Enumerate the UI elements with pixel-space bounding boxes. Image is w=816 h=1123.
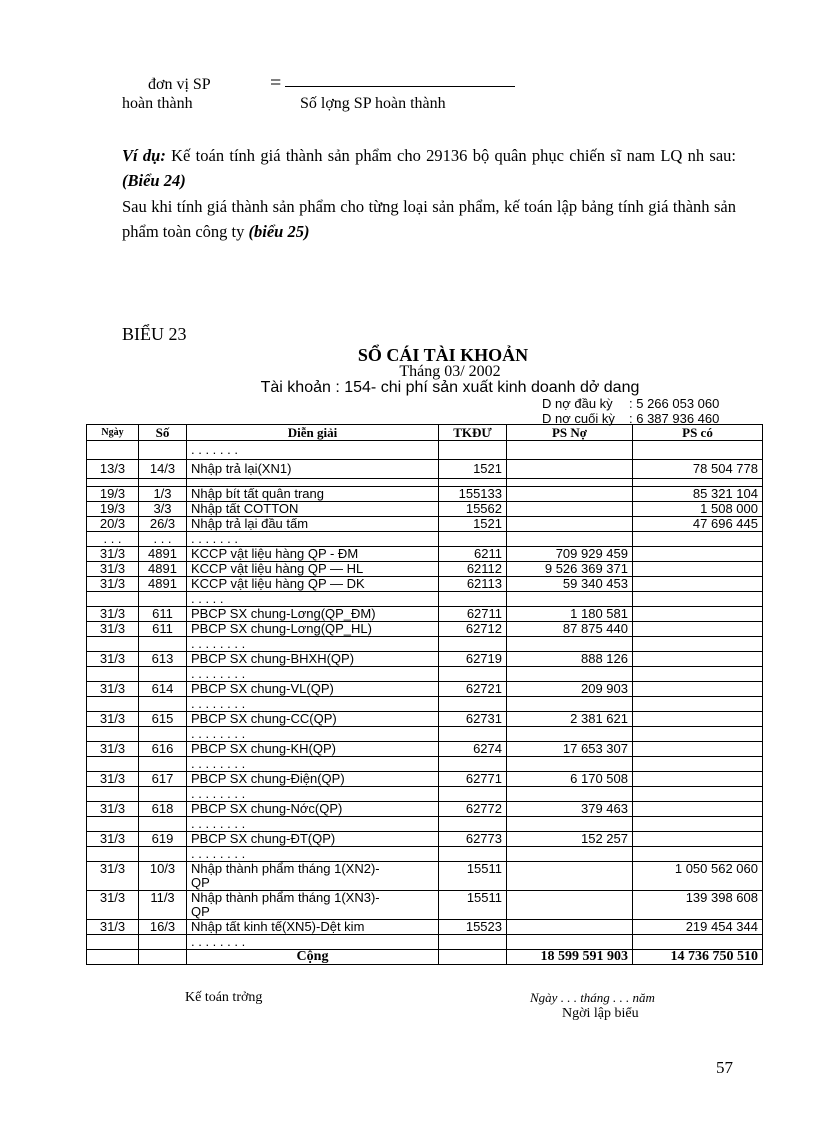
formula-fraction-bar bbox=[285, 86, 515, 87]
cell-date: 31/3 bbox=[87, 802, 139, 817]
cell-credit bbox=[633, 441, 763, 460]
cell-account: 62731 bbox=[439, 712, 507, 727]
opening-balance-label: D nợ đầu kỳ bbox=[542, 396, 613, 411]
cell-debit bbox=[507, 847, 633, 862]
cell-account: 62771 bbox=[439, 772, 507, 787]
cell-number: 4891 bbox=[139, 562, 187, 577]
cell-number: 4891 bbox=[139, 577, 187, 592]
cell-number bbox=[139, 817, 187, 832]
cell-number: 16/3 bbox=[139, 920, 187, 935]
table-row bbox=[87, 727, 763, 742]
page-number: 57 bbox=[716, 1058, 733, 1077]
cell-number bbox=[139, 441, 187, 460]
cell-number bbox=[139, 479, 187, 487]
cell-description: . . . . . . . . bbox=[187, 847, 439, 862]
cell-account: 6211 bbox=[439, 547, 507, 562]
cell-credit bbox=[633, 607, 763, 622]
cell-account bbox=[439, 441, 507, 460]
closing-balance-label: D nợ cuối kỳ bbox=[542, 411, 615, 426]
cell-description: Nhập trả lại(XN1) bbox=[187, 460, 439, 479]
header-account: TKĐƯ bbox=[439, 425, 507, 441]
cell-account bbox=[439, 817, 507, 832]
cell-account bbox=[439, 667, 507, 682]
cell-number bbox=[139, 847, 187, 862]
cell-credit bbox=[633, 787, 763, 802]
table-row bbox=[87, 757, 763, 772]
cell-debit bbox=[507, 817, 633, 832]
summary-text: Sau khi tính giá thành sản phẩm cho từng loại sản phẩm, kế toán lập bảng tính giá thành sản phẩm toàn công ty bbox=[122, 197, 736, 241]
cell-description: PBCP SX chung-Điện(QP) bbox=[187, 772, 439, 787]
header-number: Số bbox=[139, 425, 187, 441]
cell-account: 6274 bbox=[439, 742, 507, 757]
cell-date: 31/3 bbox=[87, 920, 139, 935]
summary-paragraph bbox=[122, 194, 736, 244]
header-description: Diễn giải bbox=[187, 425, 439, 441]
cell-date bbox=[87, 847, 139, 862]
cell-debit bbox=[507, 697, 633, 712]
cell-debit bbox=[507, 517, 633, 532]
table-row bbox=[87, 667, 763, 682]
cell-credit bbox=[633, 532, 763, 547]
example-paragraph bbox=[122, 143, 736, 193]
formula-denominator: Số lợng SP hoàn thành bbox=[300, 95, 446, 112]
cell-description: . . . . . . . . bbox=[187, 637, 439, 652]
cell-date bbox=[87, 667, 139, 682]
cell-number: 611 bbox=[139, 622, 187, 637]
cell-debit: 59 340 453 bbox=[507, 577, 633, 592]
cell-debit bbox=[507, 727, 633, 742]
cell-credit bbox=[633, 697, 763, 712]
cell-debit: 888 126 bbox=[507, 652, 633, 667]
cell-date: . . . bbox=[87, 532, 139, 547]
cell-debit: 709 929 459 bbox=[507, 547, 633, 562]
cell-debit: 1 180 581 bbox=[507, 607, 633, 622]
cell-date: 20/3 bbox=[87, 517, 139, 532]
cell-description: Nhập tất kinh tế(XN5)-Dệt kim bbox=[187, 920, 439, 935]
cell-description: . . . . . . . . bbox=[187, 787, 439, 802]
cell-number: 1/3 bbox=[139, 487, 187, 502]
summary-ref: (biểu 25) bbox=[248, 222, 310, 241]
cell-date: 31/3 bbox=[87, 772, 139, 787]
example-ref: (Biểu 24) bbox=[122, 171, 186, 190]
cell-credit: 47 696 445 bbox=[633, 517, 763, 532]
cell-account: 15523 bbox=[439, 920, 507, 935]
table-row bbox=[87, 712, 763, 727]
closing-balance-value: : 6 387 936 460 bbox=[629, 411, 720, 426]
cell-debit bbox=[507, 787, 633, 802]
cell-description: KCCP vật liệu hàng QP — HL bbox=[187, 562, 439, 577]
cell-date bbox=[87, 727, 139, 742]
cell-description: . . . . . . . . bbox=[187, 667, 439, 682]
cell-number bbox=[139, 637, 187, 652]
ledger-body bbox=[87, 441, 763, 950]
ledger-total-row bbox=[87, 950, 763, 965]
table-row bbox=[87, 862, 763, 891]
cell-number: 26/3 bbox=[139, 517, 187, 532]
cell-debit bbox=[507, 532, 633, 547]
cell-date: 19/3 bbox=[87, 502, 139, 517]
cell-number: . . . bbox=[139, 532, 187, 547]
cell-description: . . . . . . . . bbox=[187, 697, 439, 712]
cell-account: 155133 bbox=[439, 487, 507, 502]
cell-account: 62719 bbox=[439, 652, 507, 667]
cell-account bbox=[439, 532, 507, 547]
cell-description: PBCP SX chung-Lơng(QP_ĐM) bbox=[187, 607, 439, 622]
maker-signature: Ngời lập biểu bbox=[562, 1006, 639, 1021]
cell-debit: 379 463 bbox=[507, 802, 633, 817]
table-row bbox=[87, 652, 763, 667]
cell-debit: 17 653 307 bbox=[507, 742, 633, 757]
cell-description: . . . . . . . . bbox=[187, 727, 439, 742]
cell-account bbox=[439, 787, 507, 802]
cell-date bbox=[87, 479, 139, 487]
cell-account: 15511 bbox=[439, 862, 507, 891]
cell-account bbox=[439, 592, 507, 607]
cell-debit bbox=[507, 935, 633, 950]
cell-account bbox=[439, 935, 507, 950]
cell-description bbox=[187, 479, 439, 487]
cell-debit: 87 875 440 bbox=[507, 622, 633, 637]
opening-balance-value: : 5 266 053 060 bbox=[629, 396, 720, 411]
cell-date bbox=[87, 697, 139, 712]
cell-credit bbox=[633, 817, 763, 832]
cell-credit bbox=[633, 727, 763, 742]
cell-date: 31/3 bbox=[87, 622, 139, 637]
cell-debit bbox=[507, 667, 633, 682]
table-row bbox=[87, 517, 763, 532]
cell-debit: 6 170 508 bbox=[507, 772, 633, 787]
cell-date: 13/3 bbox=[87, 460, 139, 479]
cell-description: PBCP SX chung-VL(QP) bbox=[187, 682, 439, 697]
cell-date bbox=[87, 817, 139, 832]
cell-date bbox=[87, 757, 139, 772]
cell-debit bbox=[507, 891, 633, 920]
table-row bbox=[87, 682, 763, 697]
table-row bbox=[87, 441, 763, 460]
cell-description: PBCP SX chung-BHXH(QP) bbox=[187, 652, 439, 667]
cell-date bbox=[87, 441, 139, 460]
cell-number: 4891 bbox=[139, 547, 187, 562]
table-row bbox=[87, 577, 763, 592]
cell-account: 62113 bbox=[439, 577, 507, 592]
total-credit: 14 736 750 510 bbox=[633, 950, 763, 965]
cell-account: 62712 bbox=[439, 622, 507, 637]
cell-number: 618 bbox=[139, 802, 187, 817]
cell-debit bbox=[507, 441, 633, 460]
ledger-header-row bbox=[87, 425, 763, 441]
total-debit: 18 599 591 903 bbox=[507, 950, 633, 965]
cell-credit: 139 398 608 bbox=[633, 891, 763, 920]
cell-description: Nhập thành phẩm tháng 1(XN3)- QP bbox=[187, 891, 439, 920]
cell-description: PBCP SX chung-Lơng(QP_HL) bbox=[187, 622, 439, 637]
cell-credit: 1 050 562 060 bbox=[633, 862, 763, 891]
cell-account: 62773 bbox=[439, 832, 507, 847]
cell-credit bbox=[633, 935, 763, 950]
table-row bbox=[87, 847, 763, 862]
table-row bbox=[87, 697, 763, 712]
cell-date bbox=[87, 787, 139, 802]
cell-account: 1521 bbox=[439, 460, 507, 479]
cell-description: . . . . . . . bbox=[187, 532, 439, 547]
cell-number: 11/3 bbox=[139, 891, 187, 920]
cell-debit bbox=[507, 757, 633, 772]
cell-number: 614 bbox=[139, 682, 187, 697]
cell-date: 31/3 bbox=[87, 562, 139, 577]
cell-debit bbox=[507, 460, 633, 479]
cell-credit: 219 454 344 bbox=[633, 920, 763, 935]
cell-date: 31/3 bbox=[87, 607, 139, 622]
table-row bbox=[87, 592, 763, 607]
table-row bbox=[87, 460, 763, 479]
cell-number bbox=[139, 935, 187, 950]
cell-number: 619 bbox=[139, 832, 187, 847]
formula-numerator-line1: đơn vị SP bbox=[148, 76, 211, 93]
cell-number bbox=[139, 727, 187, 742]
header-debit: PS Nợ bbox=[507, 425, 633, 441]
table-row bbox=[87, 502, 763, 517]
cell-date: 31/3 bbox=[87, 832, 139, 847]
cell-account bbox=[439, 757, 507, 772]
table-row bbox=[87, 742, 763, 757]
table-row bbox=[87, 920, 763, 935]
cell-number bbox=[139, 787, 187, 802]
cell-description: . . . . . bbox=[187, 592, 439, 607]
cell-account: 62772 bbox=[439, 802, 507, 817]
cell-debit bbox=[507, 487, 633, 502]
table-row bbox=[87, 891, 763, 920]
table-row bbox=[87, 479, 763, 487]
ledger-month: Tháng 03/ 2002 bbox=[399, 363, 501, 380]
table-row bbox=[87, 487, 763, 502]
cell-credit bbox=[633, 547, 763, 562]
ledger-title: SỔ CÁI TÀI KHOẢN bbox=[357, 345, 529, 365]
cell-credit bbox=[633, 802, 763, 817]
cell-credit: 1 508 000 bbox=[633, 502, 763, 517]
cell-number bbox=[139, 697, 187, 712]
cell-debit: 9 526 369 371 bbox=[507, 562, 633, 577]
cell-credit bbox=[633, 577, 763, 592]
cell-description: PBCP SX chung-Nớc(QP) bbox=[187, 802, 439, 817]
cell-number bbox=[139, 757, 187, 772]
cell-credit bbox=[633, 847, 763, 862]
cell-debit: 2 381 621 bbox=[507, 712, 633, 727]
cell-date: 31/3 bbox=[87, 742, 139, 757]
cell-date: 31/3 bbox=[87, 682, 139, 697]
table-row bbox=[87, 832, 763, 847]
cell-account bbox=[439, 727, 507, 742]
cell-account: 62112 bbox=[439, 562, 507, 577]
cell-account bbox=[439, 847, 507, 862]
cell-credit bbox=[633, 562, 763, 577]
example-label: Ví dụ: bbox=[122, 146, 166, 165]
table-row bbox=[87, 532, 763, 547]
cell-number: 14/3 bbox=[139, 460, 187, 479]
cell-number bbox=[139, 592, 187, 607]
cell-date bbox=[87, 637, 139, 652]
ledger-table bbox=[86, 424, 763, 965]
cell-credit bbox=[633, 742, 763, 757]
cell-credit: 78 504 778 bbox=[633, 460, 763, 479]
cell-debit bbox=[507, 592, 633, 607]
cell-credit: 85 321 104 bbox=[633, 487, 763, 502]
cell-account bbox=[439, 637, 507, 652]
total-label: Cộng bbox=[187, 950, 439, 965]
table-row bbox=[87, 787, 763, 802]
table-row bbox=[87, 607, 763, 622]
cell-credit bbox=[633, 622, 763, 637]
table-row bbox=[87, 547, 763, 562]
cell-credit bbox=[633, 479, 763, 487]
table-row bbox=[87, 637, 763, 652]
cell-account: 62711 bbox=[439, 607, 507, 622]
table-row bbox=[87, 935, 763, 950]
cell-description: Nhập thành phẩm tháng 1(XN2)- QP bbox=[187, 862, 439, 891]
table-row bbox=[87, 562, 763, 577]
cell-number: 616 bbox=[139, 742, 187, 757]
cell-credit bbox=[633, 667, 763, 682]
cell-debit: 152 257 bbox=[507, 832, 633, 847]
cell-debit bbox=[507, 479, 633, 487]
cell-description: PBCP SX chung-KH(QP) bbox=[187, 742, 439, 757]
cell-description: PBCP SX chung-ĐT(QP) bbox=[187, 832, 439, 847]
cell-description: Nhập tất COTTON bbox=[187, 502, 439, 517]
cell-number: 10/3 bbox=[139, 862, 187, 891]
cell-credit bbox=[633, 712, 763, 727]
cell-date: 19/3 bbox=[87, 487, 139, 502]
cell-date: 31/3 bbox=[87, 862, 139, 891]
cell-description: KCCP vật liệu hàng QP - ĐM bbox=[187, 547, 439, 562]
signature-date: Ngày . . . tháng . . . năm bbox=[530, 990, 655, 1005]
cell-credit bbox=[633, 832, 763, 847]
cell-credit bbox=[633, 637, 763, 652]
cell-debit bbox=[507, 637, 633, 652]
cell-description: Nhập trả lại đầu tấm bbox=[187, 517, 439, 532]
formula-equals: = bbox=[270, 72, 282, 94]
cell-credit bbox=[633, 592, 763, 607]
table-row bbox=[87, 817, 763, 832]
cell-account: 15562 bbox=[439, 502, 507, 517]
table-row bbox=[87, 802, 763, 817]
cell-debit bbox=[507, 862, 633, 891]
formula-numerator-line2: hoàn thành bbox=[122, 95, 193, 112]
cell-debit bbox=[507, 502, 633, 517]
cell-date: 31/3 bbox=[87, 652, 139, 667]
cell-date: 31/3 bbox=[87, 547, 139, 562]
section-label: BIỂU 23 bbox=[122, 324, 187, 344]
cell-description: . . . . . . . . bbox=[187, 757, 439, 772]
cell-date bbox=[87, 592, 139, 607]
cell-account bbox=[439, 697, 507, 712]
cell-account: 1521 bbox=[439, 517, 507, 532]
cell-description: KCCP vật liệu hàng QP — DK bbox=[187, 577, 439, 592]
cell-description: PBCP SX chung-CC(QP) bbox=[187, 712, 439, 727]
cell-description: . . . . . . . . bbox=[187, 817, 439, 832]
cell-account bbox=[439, 479, 507, 487]
cell-credit bbox=[633, 772, 763, 787]
table-row bbox=[87, 772, 763, 787]
ledger-account: Tài khoản : 154- chi phí sản xuất kinh doanh dở dang bbox=[260, 379, 640, 396]
cell-date: 31/3 bbox=[87, 577, 139, 592]
cell-date: 31/3 bbox=[87, 891, 139, 920]
cell-account: 15511 bbox=[439, 891, 507, 920]
cell-description: . . . . . . . . bbox=[187, 935, 439, 950]
cell-number: 615 bbox=[139, 712, 187, 727]
cell-credit bbox=[633, 682, 763, 697]
cell-number: 611 bbox=[139, 607, 187, 622]
accountant-signature: Kế toán trởng bbox=[185, 990, 263, 1005]
cell-number bbox=[139, 667, 187, 682]
table-row bbox=[87, 622, 763, 637]
cell-account: 62721 bbox=[439, 682, 507, 697]
cell-number: 3/3 bbox=[139, 502, 187, 517]
cell-credit bbox=[633, 757, 763, 772]
cell-number: 617 bbox=[139, 772, 187, 787]
cell-credit bbox=[633, 652, 763, 667]
header-date: Ngày bbox=[87, 425, 139, 441]
cell-debit: 209 903 bbox=[507, 682, 633, 697]
cell-number: 613 bbox=[139, 652, 187, 667]
cell-description: Nhập bít tất quân trang bbox=[187, 487, 439, 502]
header-credit: PS có bbox=[633, 425, 763, 441]
cell-date: 31/3 bbox=[87, 712, 139, 727]
cell-debit bbox=[507, 920, 633, 935]
cell-date bbox=[87, 935, 139, 950]
cell-description: . . . . . . . bbox=[187, 441, 439, 460]
example-text: Kế toán tính giá thành sản phẩm cho 29136 bộ quân phục chiến sĩ nam LQ nh sau: bbox=[165, 146, 736, 165]
